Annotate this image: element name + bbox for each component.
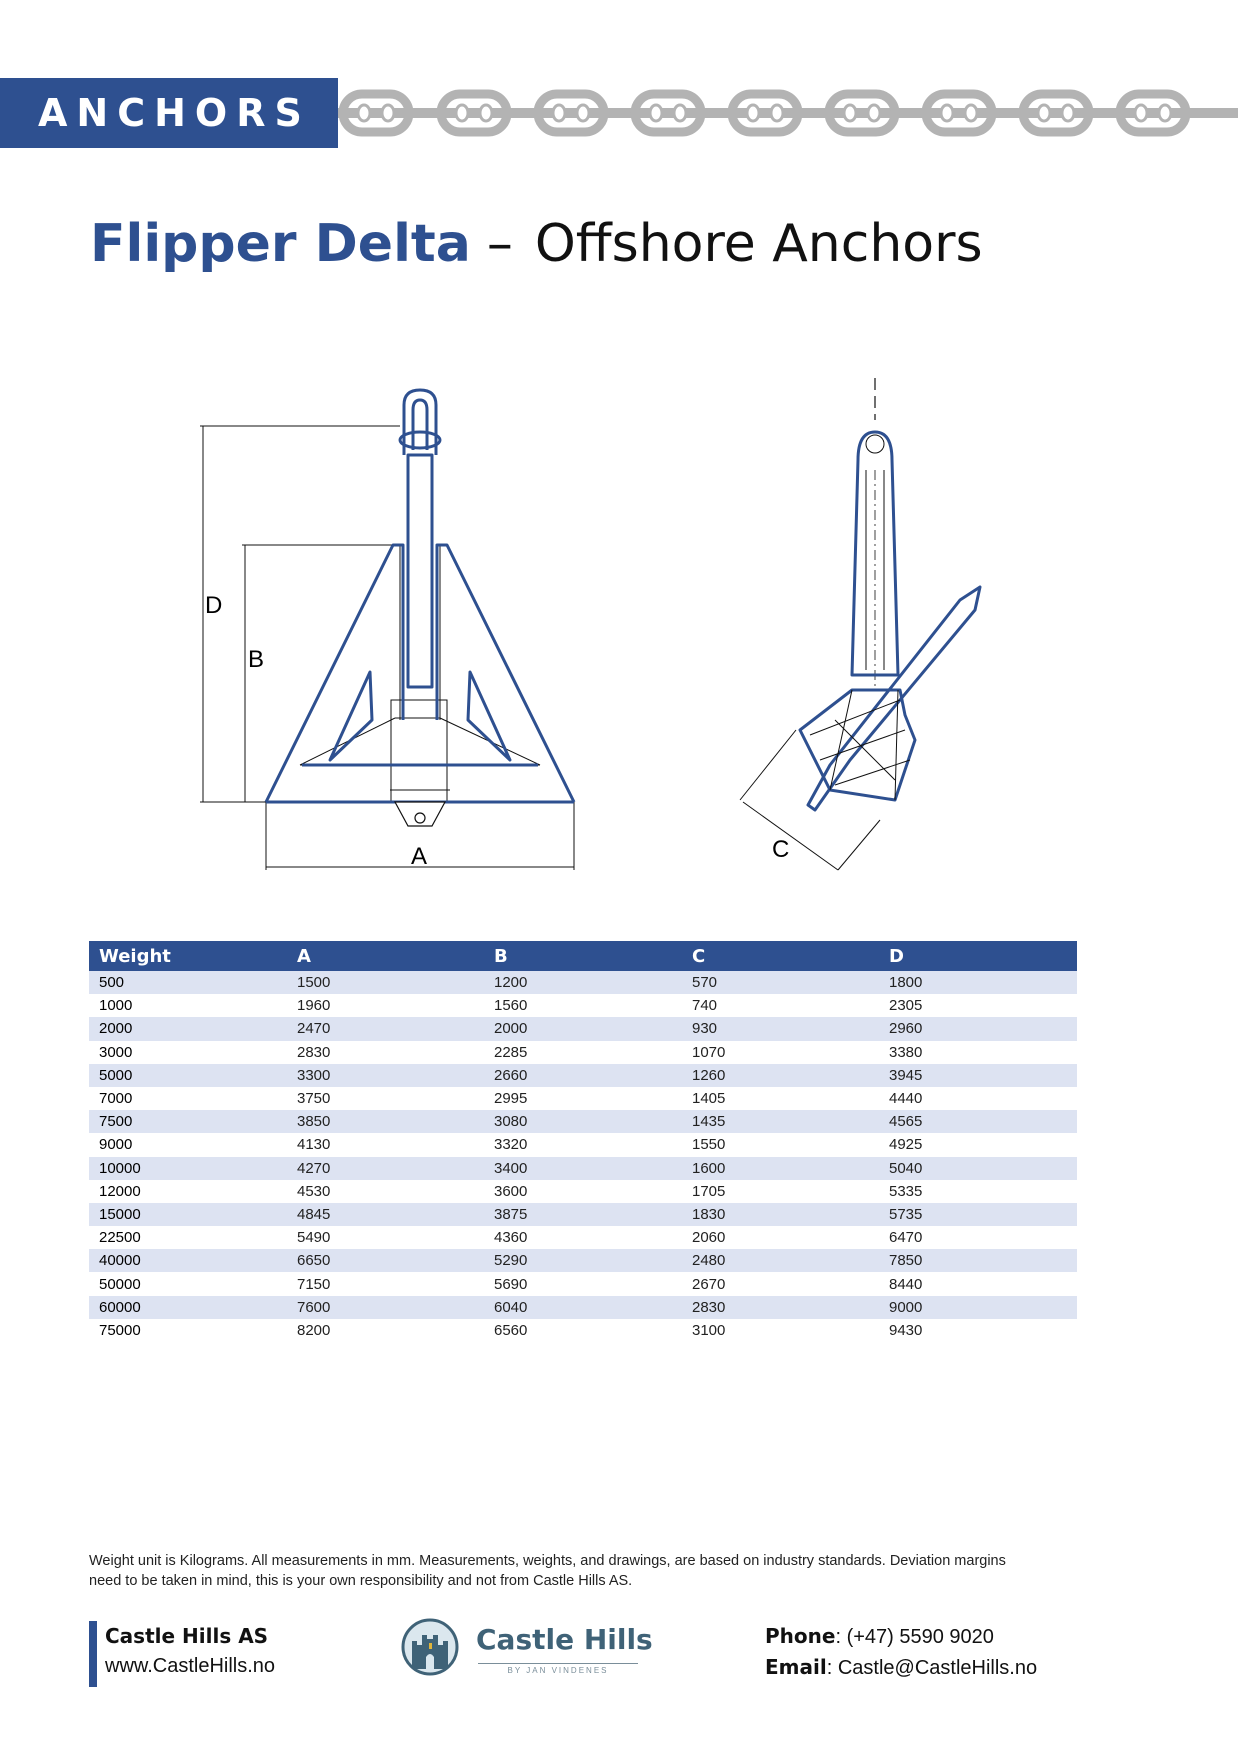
- cell-c: 1550: [682, 1133, 879, 1156]
- cell-c: 3100: [682, 1319, 879, 1342]
- cell-weight: 9000: [89, 1133, 287, 1156]
- header-a: A: [287, 941, 484, 971]
- logo-wordmark: Castle Hills: [476, 1623, 653, 1656]
- cell-d: 3945: [879, 1064, 1077, 1087]
- cell-c: 1405: [682, 1087, 879, 1110]
- cell-c: 930: [682, 1017, 879, 1040]
- cell-b: 3875: [484, 1203, 682, 1226]
- cell-c: 1600: [682, 1157, 879, 1180]
- cell-a: 5490: [287, 1226, 484, 1249]
- cell-weight: 60000: [89, 1296, 287, 1319]
- cell-weight: 40000: [89, 1249, 287, 1272]
- cell-a: 3850: [287, 1110, 484, 1133]
- table-row: [89, 1041, 1077, 1064]
- cell-c: 1070: [682, 1041, 879, 1064]
- page-title: [90, 214, 983, 274]
- cell-d: 2305: [879, 994, 1077, 1017]
- anchor-front-view: [200, 390, 574, 870]
- cell-d: 1800: [879, 971, 1077, 994]
- cell-d: 9430: [879, 1319, 1077, 1342]
- email-label: Email: [765, 1655, 827, 1679]
- cell-d: 4440: [879, 1087, 1077, 1110]
- phone-line: [765, 1621, 1037, 1652]
- cell-b: 2995: [484, 1087, 682, 1110]
- cell-d: 9000: [879, 1296, 1077, 1319]
- castle-logo-icon: [400, 1617, 460, 1677]
- table-row: [89, 1157, 1077, 1180]
- cell-d: 5040: [879, 1157, 1077, 1180]
- cell-a: 1500: [287, 971, 484, 994]
- cell-c: 2060: [682, 1226, 879, 1249]
- cell-c: 1435: [682, 1110, 879, 1133]
- cell-c: 1830: [682, 1203, 879, 1226]
- table-row: [89, 1017, 1077, 1040]
- company-info: [105, 1621, 275, 1681]
- phone-label: Phone: [765, 1624, 836, 1648]
- email-line: [765, 1652, 1037, 1683]
- table-row: [89, 1087, 1077, 1110]
- product-name: Flipper Delta: [90, 214, 471, 274]
- cell-c: 2480: [682, 1249, 879, 1272]
- cell-d: 5335: [879, 1180, 1077, 1203]
- cell-d: 2960: [879, 1017, 1077, 1040]
- cell-a: 7600: [287, 1296, 484, 1319]
- cell-a: 6650: [287, 1249, 484, 1272]
- table-header-row: [89, 941, 1077, 971]
- cell-a: 7150: [287, 1272, 484, 1295]
- anchor-drawings: [0, 360, 1241, 880]
- cell-b: 1200: [484, 971, 682, 994]
- cell-weight: 50000: [89, 1272, 287, 1295]
- spec-table: [89, 941, 1077, 1342]
- cell-weight: 7500: [89, 1110, 287, 1133]
- cell-weight: 500: [89, 971, 287, 994]
- dim-label-a: A: [411, 843, 428, 870]
- disclaimer-text: [89, 1551, 1089, 1591]
- cell-c: 2670: [682, 1272, 879, 1295]
- table-row: [89, 1249, 1077, 1272]
- table-row: [89, 1296, 1077, 1319]
- product-subtitle: Offshore Anchors: [534, 214, 983, 274]
- table-row: [89, 1226, 1077, 1249]
- chain-decoration: [338, 88, 1238, 138]
- title-separator: –: [486, 214, 513, 274]
- dim-label-c: C: [772, 836, 790, 863]
- dim-label-d: D: [205, 592, 223, 619]
- table-row: [89, 994, 1077, 1017]
- dim-label-b: B: [248, 646, 265, 673]
- cell-b: 1560: [484, 994, 682, 1017]
- cell-a: 4130: [287, 1133, 484, 1156]
- cell-a: 8200: [287, 1319, 484, 1342]
- cell-a: 3750: [287, 1087, 484, 1110]
- table-row: [89, 971, 1077, 994]
- cell-a: 3300: [287, 1064, 484, 1087]
- logo-tagline: BY JAN VINDENES: [478, 1663, 638, 1675]
- header-c: C: [682, 941, 879, 971]
- table-row: [89, 1180, 1077, 1203]
- cell-c: 1705: [682, 1180, 879, 1203]
- website-link[interactable]: www.CastleHills.no: [105, 1655, 276, 1677]
- cell-a: 1960: [287, 994, 484, 1017]
- cell-d: 3380: [879, 1041, 1077, 1064]
- cell-b: 4360: [484, 1226, 682, 1249]
- cell-a: 2830: [287, 1041, 484, 1064]
- cell-b: 3600: [484, 1180, 682, 1203]
- table-row: [89, 1272, 1077, 1295]
- cell-b: 3400: [484, 1157, 682, 1180]
- disclaimer-line-1: Weight unit is Kilograms. All measurements in mm. Measurements, weights, and drawings, are based on industry standards. Deviation margins: [89, 1553, 1006, 1569]
- cell-b: 2660: [484, 1064, 682, 1087]
- cell-d: 8440: [879, 1272, 1077, 1295]
- cell-d: 7850: [879, 1249, 1077, 1272]
- section-banner: ANCHORS: [0, 78, 338, 148]
- cell-c: 1260: [682, 1064, 879, 1087]
- table-row: [89, 1110, 1077, 1133]
- company-name: Castle Hills AS: [105, 1624, 269, 1648]
- table-row: [89, 1319, 1077, 1342]
- disclaimer-line-2: need to be taken in mind, this is your own responsibility and not from Castle Hills AS.: [89, 1573, 633, 1589]
- cell-weight: 10000: [89, 1157, 287, 1180]
- cell-a: 4270: [287, 1157, 484, 1180]
- table-row: [89, 1133, 1077, 1156]
- cell-d: 4925: [879, 1133, 1077, 1156]
- cell-b: 5690: [484, 1272, 682, 1295]
- cell-c: 740: [682, 994, 879, 1017]
- cell-a: 2470: [287, 1017, 484, 1040]
- cell-weight: 5000: [89, 1064, 287, 1087]
- cell-b: 6040: [484, 1296, 682, 1319]
- anchor-side-view: [740, 378, 980, 870]
- cell-b: 6560: [484, 1319, 682, 1342]
- cell-weight: 12000: [89, 1180, 287, 1203]
- cell-weight: 75000: [89, 1319, 287, 1342]
- cell-weight: 3000: [89, 1041, 287, 1064]
- table-row: [89, 1064, 1077, 1087]
- email-address[interactable]: : Castle@CastleHills.no: [826, 1657, 1038, 1679]
- cell-b: 5290: [484, 1249, 682, 1272]
- phone-number[interactable]: : (+47) 5590 9020: [835, 1626, 994, 1648]
- cell-c: 2830: [682, 1296, 879, 1319]
- cell-weight: 15000: [89, 1203, 287, 1226]
- cell-b: 2285: [484, 1041, 682, 1064]
- header-b: B: [484, 941, 682, 971]
- table-row: [89, 1203, 1077, 1226]
- cell-b: 2000: [484, 1017, 682, 1040]
- cell-d: 6470: [879, 1226, 1077, 1249]
- contact-info: [765, 1621, 1037, 1683]
- footer-accent-bar: [89, 1621, 97, 1687]
- cell-weight: 7000: [89, 1087, 287, 1110]
- cell-weight: 1000: [89, 994, 287, 1017]
- cell-weight: 22500: [89, 1226, 287, 1249]
- cell-a: 4530: [287, 1180, 484, 1203]
- header-weight: Weight: [89, 941, 287, 971]
- cell-weight: 2000: [89, 1017, 287, 1040]
- header-d: D: [879, 941, 1077, 971]
- cell-d: 5735: [879, 1203, 1077, 1226]
- cell-c: 570: [682, 971, 879, 994]
- cell-a: 4845: [287, 1203, 484, 1226]
- cell-d: 4565: [879, 1110, 1077, 1133]
- cell-b: 3320: [484, 1133, 682, 1156]
- cell-b: 3080: [484, 1110, 682, 1133]
